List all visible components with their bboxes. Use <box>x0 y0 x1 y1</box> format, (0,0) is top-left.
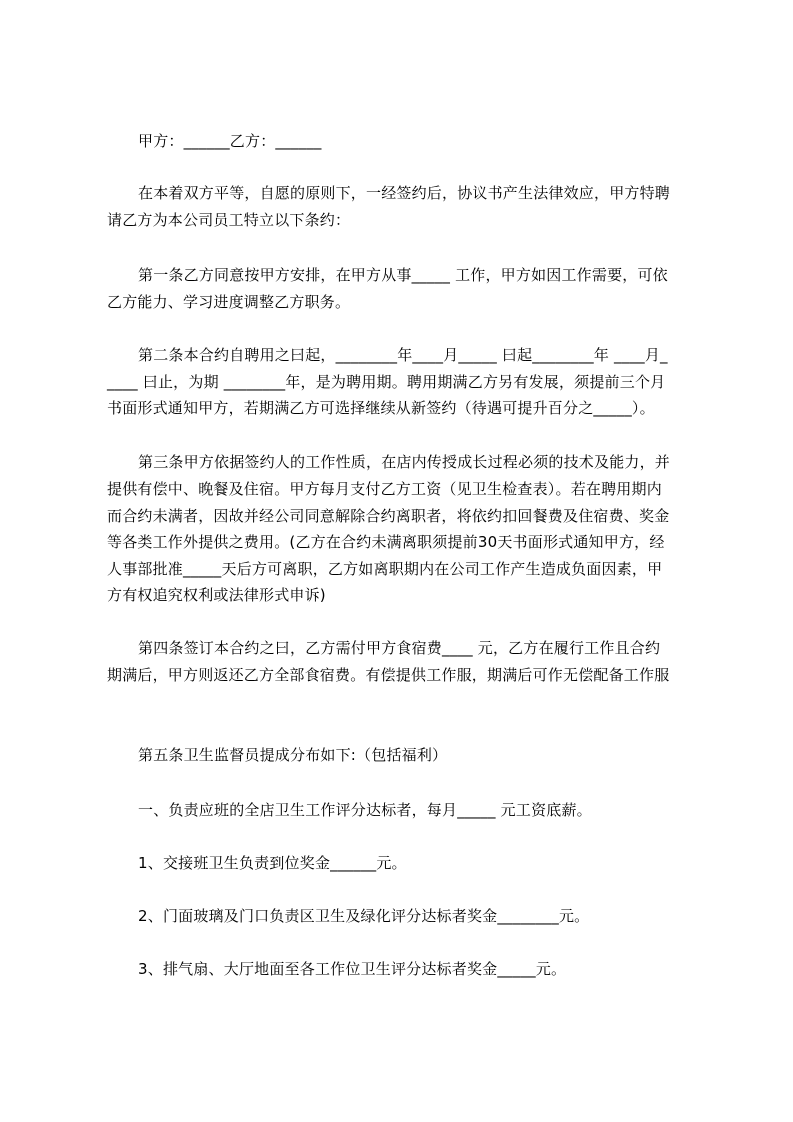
preamble-line-1: 在本着双方平等，自愿的原则下，一经签约后，协议书产生法律效应，甲方特聘 <box>138 184 671 202</box>
article5-item-3: 3、排气扇、大厅地面至各工作位卫生评分达标者奖金_____元。 <box>138 960 567 978</box>
article4-line-2: 期满后，甲方则返还乙方全部食宿费。有偿提供工作服，期满后可作无偿配备工作服 <box>107 666 670 684</box>
article5-item-main: 一、负责应班的全店卫生工作评分达标者，每月_____ 元工资底薪。 <box>138 801 592 819</box>
article3-line-1: 第三条甲方依据签约人的工作性质，在店内传授成长过程必须的技术及能力，并 <box>138 453 671 471</box>
article4-line-1: 第四条签订本合约之曰，乙方需付甲方食宿费____ 元，乙方在履行工作且合约 <box>138 639 661 657</box>
article1-line-1: 第一条乙方同意按甲方安排，在甲方从事_____ 工作，甲方如因工作需要，可依 <box>138 266 668 284</box>
article2-line-2: ____ 曰止，为期 ________年，是为聘用期。聘用期满乙方另有发展，须提前三个月 <box>107 373 666 391</box>
preamble-line-2: 请乙方为本公司员工特立以下条约： <box>107 211 351 229</box>
article1-line-2: 乙方能力、学习进度调整乙方职务。 <box>107 293 351 311</box>
article2-line-1: 第二条本合约自聘用之曰起，________年____月_____ 曰起________年 ____月_ <box>138 346 668 364</box>
article5-item-2: 2、门面玻璃及门口负责区卫生及绿化评分达标者奖金________元。 <box>138 907 590 925</box>
article3-line-4: 等各类工作外提供之费用。(乙方在合约未满离职须提前30天书面形式通知甲方，经 <box>107 533 665 551</box>
parties-line: 甲方：______乙方：______ <box>138 132 322 150</box>
article5-item-1: 1、交接班卫生负责到位奖金______元。 <box>138 854 407 872</box>
article2-line-3: 书面形式通知甲方，若期满乙方可选择继续从新签约（待遇可提升百分之_____）。 <box>107 399 655 417</box>
article3-line-6: 方有权追究权利或法律形式申诉) <box>107 586 326 604</box>
article3-line-5: 人事部批准_____天后方可离职，乙方如离职期内在公司工作产生造成负面因素，甲 <box>107 560 663 578</box>
article5-title: 第五条卫生监督员提成分布如下:（包括福利） <box>138 746 448 764</box>
article3-line-2: 提供有偿中、晚餐及住宿。甲方每月支付乙方工资（见卫生检查表）。若在聘用期内 <box>107 480 662 498</box>
article3-line-3: 而合约未满者，因故并经公司同意解除合约离职者，将依约扣回餐费及住宿费、奖金 <box>107 507 670 525</box>
